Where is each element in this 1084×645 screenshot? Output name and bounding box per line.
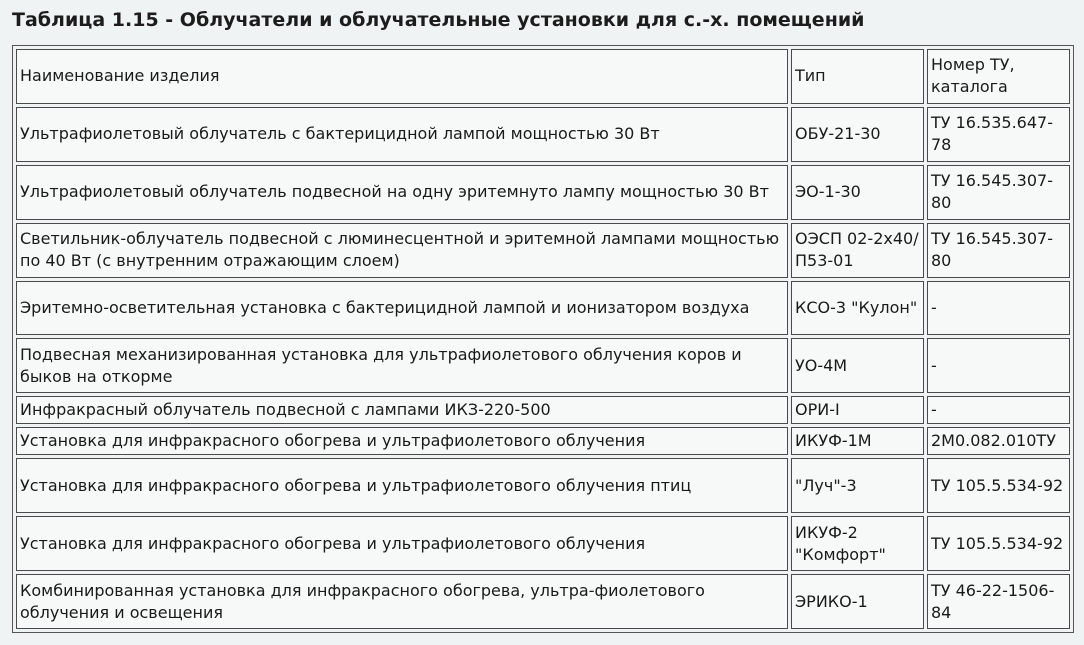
header-tu: Номер ТУ, каталога <box>927 49 1070 104</box>
cell-name: Ультрафиолетовый облучатель подвесной на одну эритемнуто лампу мощностью 30 Вт <box>16 165 788 220</box>
cell-name: Установка для инфракрасного обогрева и ультрафиолетового облучения <box>16 427 788 455</box>
cell-type: ЭРИКО-1 <box>791 574 924 629</box>
header-name: Наименование изделия <box>16 49 788 104</box>
cell-name: Ультрафиолетовый облучатель с бактерицидной лампой мощностью 30 Вт <box>16 107 788 162</box>
cell-type: КСО-3 "Кулон" <box>791 281 924 336</box>
cell-type: ИКУФ-2 "Комфорт" <box>791 516 924 571</box>
cell-name: Светильник-облучатель подвесной с люминесцентной и эритемной лампами мощностью по 40 Вт (с внутренним отражающим слоем) <box>16 223 788 278</box>
cell-tu: ТУ 105.5.534-92 <box>927 516 1070 571</box>
table-row <box>16 281 1070 336</box>
table-header-row <box>16 49 1070 104</box>
equipment-table-frame <box>12 45 1074 633</box>
cell-type: ОРИ-I <box>791 396 924 424</box>
cell-name: Установка для инфракрасного обогрева и ультрафиолетового облучения <box>16 516 788 571</box>
table-row <box>16 458 1070 513</box>
table-row <box>16 223 1070 278</box>
equipment-table <box>13 46 1073 632</box>
cell-tu: ТУ 46-22-1506-84 <box>927 574 1070 629</box>
table-row <box>16 396 1070 424</box>
cell-name: Эритемно-осветительная установка с бактерицидной лампой и ионизатором воздуха <box>16 281 788 336</box>
table-title: Таблица 1.15 - Облучатели и облучательные установки для с.-х. помещений <box>12 9 865 31</box>
cell-tu: - <box>927 281 1070 336</box>
cell-type: ОБУ-21-30 <box>791 107 924 162</box>
cell-tu: 2М0.082.010ТУ <box>927 427 1070 455</box>
table-row <box>16 574 1070 629</box>
header-type: Тип <box>791 49 924 104</box>
cell-tu: ТУ 105.5.534-92 <box>927 458 1070 513</box>
cell-tu: - <box>927 338 1070 393</box>
cell-type: ОЭСП 02-2х40/П53-01 <box>791 223 924 278</box>
cell-type: "Луч"-3 <box>791 458 924 513</box>
cell-name: Подвесная механизированная установка для ультрафиолетового облучения коров и быков на откорме <box>16 338 788 393</box>
cell-tu: ТУ 16.535.647-78 <box>927 107 1070 162</box>
table-row <box>16 338 1070 393</box>
cell-type: ИКУФ-1М <box>791 427 924 455</box>
cell-name: Установка для инфракрасного обогрева и ультрафиолетового облучения птиц <box>16 458 788 513</box>
cell-tu: ТУ 16.545.307-80 <box>927 165 1070 220</box>
cell-tu: ТУ 16.545.307-80 <box>927 223 1070 278</box>
table-row <box>16 107 1070 162</box>
table-row <box>16 427 1070 455</box>
table-row <box>16 165 1070 220</box>
cell-type: ЭО-1-30 <box>791 165 924 220</box>
cell-tu: - <box>927 396 1070 424</box>
cell-name: Комбинированная установка для инфракрасного обогрева, ультра-фиолетового облучения и освещения <box>16 574 788 629</box>
table-row <box>16 516 1070 571</box>
cell-type: УО-4М <box>791 338 924 393</box>
cell-name: Инфракрасный облучатель подвесной с лампами ИКЗ-220-500 <box>16 396 788 424</box>
